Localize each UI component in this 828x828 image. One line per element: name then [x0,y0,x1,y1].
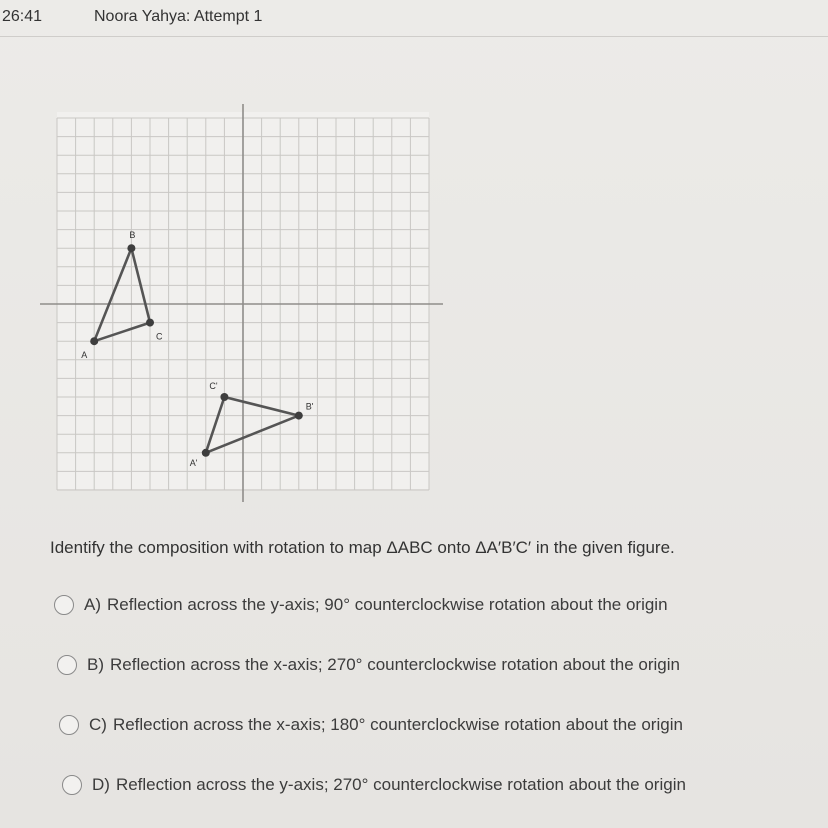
option-text: Reflection across the y-axis; 270° counterclockwise rotation about the origin [115,775,686,794]
point-a [90,337,98,345]
point-label-c-prime: C' [209,381,218,391]
point-b [127,244,135,252]
option-b[interactable] [57,650,680,680]
option-d[interactable] [62,770,686,800]
point-c-prime [220,393,228,401]
radio-button[interactable] [54,595,74,615]
radio-button[interactable] [62,775,82,795]
option-text: Reflection across the x-axis; 270° counterclockwise rotation about the origin [110,655,680,674]
point-label-b-prime: B' [305,401,314,412]
point-c [146,319,154,327]
option-c[interactable] [59,710,683,740]
timer: 26:41 [2,8,43,25]
option-letter: B) [87,655,104,674]
option-text: Reflection across the x-axis; 180° counterclockwise rotation about the origin [112,715,683,734]
point-a-prime [202,449,210,457]
option-a[interactable] [54,590,668,620]
point-label-b: B [129,230,136,241]
point-label-c: C [156,331,163,342]
point-label-a-prime: A' [189,457,198,468]
option-letter: A) [84,595,101,614]
option-letter: C) [89,715,107,734]
option-letter: D) [92,775,110,794]
point-label-a: A [81,350,88,361]
option-text: Reflection across the y-axis; 90° counterclockwise rotation about the origin [107,595,668,614]
attempt-title: Noora Yahya: Attempt 1 [94,8,263,25]
point-b-prime [295,412,303,420]
radio-button[interactable] [57,655,77,675]
question-prompt: Identify the composition with rotation to map ΔABC onto ΔA′B′C′ in the given figure. [50,538,675,557]
radio-button[interactable] [59,715,79,735]
